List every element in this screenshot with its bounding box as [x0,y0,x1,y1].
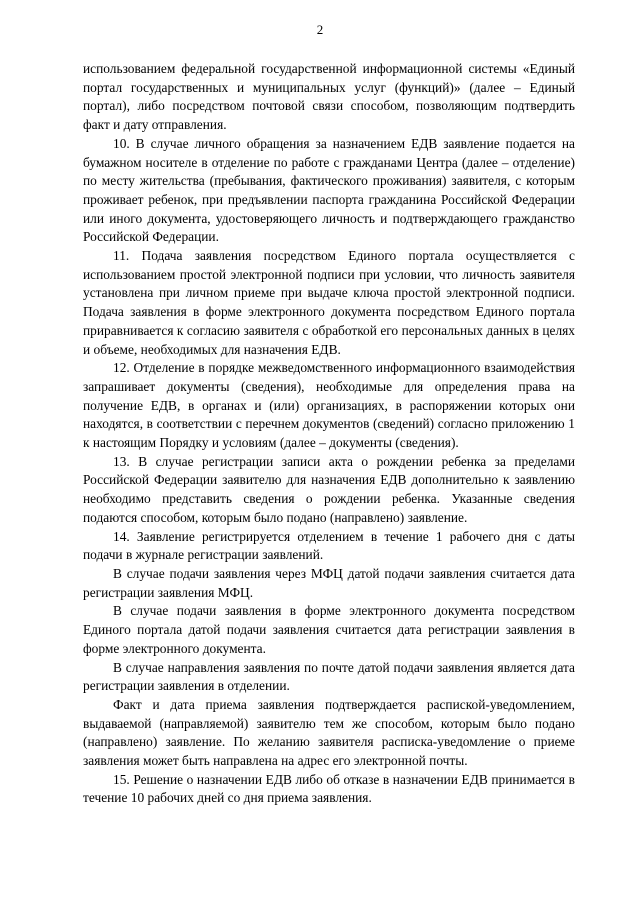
paragraph-14: 14. Заявление регистрируется отделением в течение 1 рабочего дня с даты подачи в журнале регистрации заявлений. [83,528,575,563]
paragraph-15: 15. Решение о назначении ЕДВ либо об отказе в назначении ЕДВ принимается в течение 10 рабочих дней со дня приема заявления. [83,771,575,806]
paragraph-14-receipt: Факт и дата приема заявления подтверждается распиской-уведомлением, выдаваемой (направляемой) заявителю тем же способом, которым было подано (направлено) заявление. По желанию заявителя расписка-уведомление о приеме заявления может быть направлена на адрес его электронной почты. [83,696,575,769]
page-number: 2 [316,22,324,37]
document-body [83,60,575,808]
paragraph-14-post: В случае направления заявления по почте датой подачи заявления является дата регистрации заявления в отделении. [83,659,575,694]
paragraph-continuation: использованием федеральной государственной информационной системы «Единый портал государственных и муниципальных услуг (функций)» (далее – Единый портал), либо посредством почтовой связи способом, позволяющим подтвердить факт и дату отправления. [83,61,575,133]
paragraph-14-portal: В случае подачи заявления в форме электронного документа посредством Единого портала датой подачи заявления считается дата регистрации заявления в форме электронного документа. [83,603,575,656]
paragraph-10: 10. В случае личного обращения за назначением ЕДВ заявление подается на бумажном носителе в отделение по работе с гражданами Центра (далее – отделение) по месту жительства (пребывания, фактического проживания) заявителя, с которым проживает ребенок, при предъявлении паспорта гражданина Российской Федерации или иного документа, удостоверяющего личность и подтверждающего гражданство Российской Федерации. [83,135,575,245]
paragraph-12: 12. Отделение в порядке межведомственного информационного взаимодействия запрашивает документы (сведения), необходимые для определения права на получение ЕДВ, в органах и (или) организациях, в распоряжении которых они находятся, в соответствии с перечнем документов (сведений) согласно приложению 1 к настоящим Порядку и условиям (далее – документы (сведения). [83,360,575,451]
paragraph-13: 13. В случае регистрации записи акта о рождении ребенка за пределами Российской Федерации заявителю для назначения ЕДВ дополнительно к заявлению необходимо представить сведения о рождении ребенка. Указанные сведения подаются способом, которым было подано (направлено) заявление. [83,453,575,525]
paragraph-14-mfc: В случае подачи заявления через МФЦ датой подачи заявления считается дата регистрации заявления МФЦ. [83,565,575,600]
paragraph-11: 11. Подача заявления посредством Единого портала осуществляется с использованием простой электронной подписи при условии, что личность заявителя установлена при личном приеме при выдаче ключа простой электронной подписи. Подача заявления в форме электронного документа посредством Единого портала приравнивается к согласию заявителя с обработкой его персональных данных в целях и объеме, необходимых для назначения ЕДВ. [83,248,575,357]
